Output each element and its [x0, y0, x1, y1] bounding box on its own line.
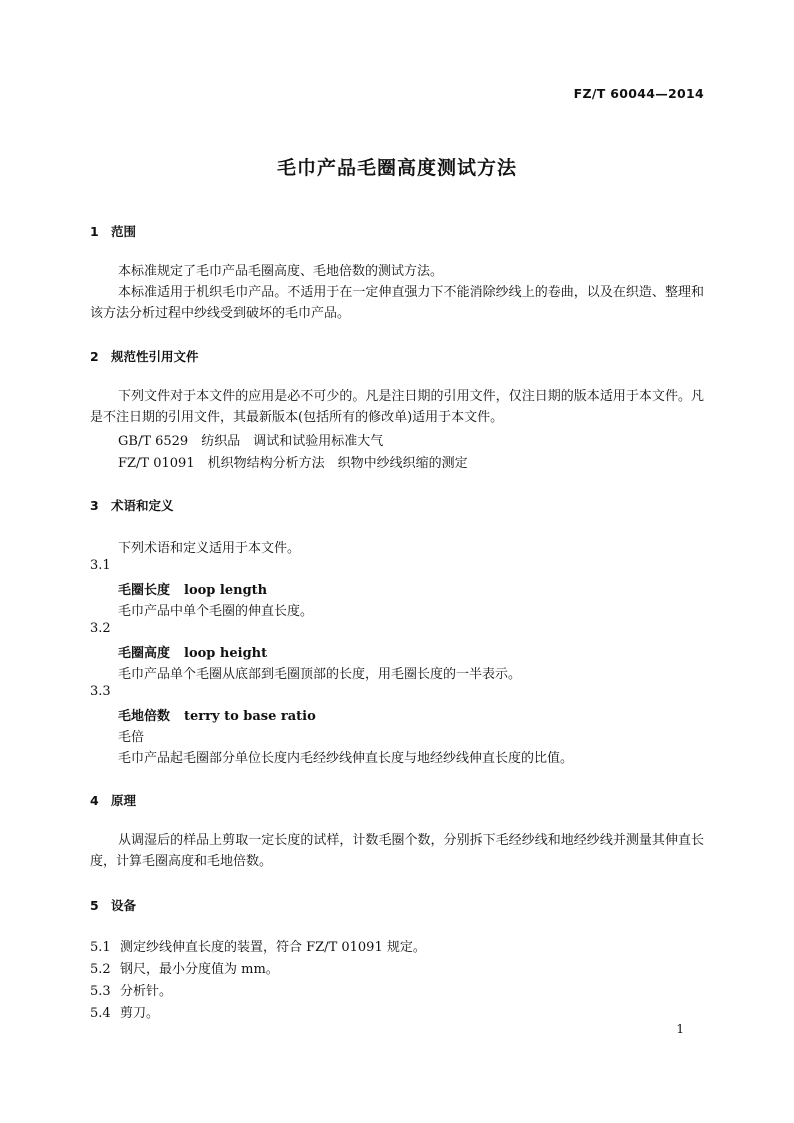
section-number: 5 [90, 898, 99, 913]
section-1-heading [90, 222, 136, 240]
reference-item [118, 430, 383, 449]
section-number: 3 [90, 498, 99, 513]
paragraph: 从调湿后的样品上剪取一定长度的试样，计数毛圈个数，分别拆下毛经纱线和地经纱线并测量其伸直长度，计算毛圈高度和毛地倍数。 [90, 833, 704, 869]
term-number: 3.3 [90, 684, 111, 699]
term-number: 3.2 [90, 621, 111, 636]
item-text: 分析针。 [120, 984, 173, 999]
term-entry [118, 705, 316, 724]
term-english: loop height [184, 646, 268, 661]
page-number: 1 [676, 1022, 684, 1036]
section-title: 设备 [111, 898, 137, 913]
list-item [90, 1002, 159, 1021]
paragraph: 本标准规定了毛巾产品毛圈高度、毛地倍数的测试方法。 [118, 264, 444, 279]
list-item [90, 958, 279, 977]
reference-title: 机织物结构分析方法 织物中纱线织缩的测定 [207, 456, 468, 471]
reference-item [118, 452, 468, 471]
term-chinese: 毛圈高度 [118, 646, 171, 661]
standard-number: FZ/T 60044—2014 [573, 86, 704, 101]
list-item [90, 980, 172, 999]
item-number: 5.4 [90, 1006, 111, 1021]
term-english: terry to base ratio [184, 709, 316, 724]
item-text: 剪刀。 [120, 1006, 160, 1021]
section-2-heading [90, 347, 199, 365]
item-number: 5.2 [90, 962, 111, 977]
section-title: 规范性引用文件 [111, 349, 199, 364]
term-entry [118, 642, 267, 661]
section-number: 2 [90, 349, 99, 364]
section-5-heading [90, 896, 136, 914]
item-number: 5.1 [90, 940, 111, 955]
reference-title: 纺织品 调试和试验用标准大气 [201, 434, 384, 449]
term-number: 3.1 [90, 558, 111, 573]
paragraph: 下列术语和定义适用于本文件。 [118, 541, 301, 556]
term-definition: 毛巾产品单个毛圈从底部到毛圈顶部的长度，用毛圈长度的一半表示。 [118, 667, 522, 682]
reference-code: GB/T 6529 [118, 434, 189, 449]
document-title: 毛巾产品毛圈高度测试方法 [276, 157, 517, 179]
term-alternative: 毛倍 [118, 730, 145, 745]
section-title: 原理 [111, 793, 137, 808]
section-title: 术语和定义 [111, 498, 174, 513]
section-3-heading [90, 496, 174, 514]
term-entry [118, 579, 267, 598]
term-definition: 毛巾产品中单个毛圈的伸直长度。 [118, 604, 314, 619]
item-text: 测定纱线伸直长度的装置，符合 FZ/T 01091 规定。 [120, 940, 426, 955]
term-english: loop length [184, 583, 268, 598]
reference-code: FZ/T 01091 [118, 456, 195, 471]
section-number: 4 [90, 793, 99, 808]
paragraph: 本标准适用于机织毛巾产品。不适用于在一定伸直强力下不能消除纱线上的卷曲，以及在织造、整理和该方法分析过程中纱线受到破坏的毛巾产品。 [90, 285, 704, 321]
section-4-heading [90, 791, 136, 809]
term-definition: 毛巾产品起毛圈部分单位长度内毛经纱线伸直长度与地经纱线伸直长度的比值。 [118, 751, 574, 766]
item-text: 钢尺，最小分度值为 mm。 [120, 962, 279, 977]
term-chinese: 毛地倍数 [118, 709, 171, 724]
list-item [90, 936, 426, 955]
section-number: 1 [90, 224, 99, 239]
item-number: 5.3 [90, 984, 111, 999]
paragraph: 下列文件对于本文件的应用是必不可少的。凡是注日期的引用文件，仅注日期的版本适用于本文件。凡是不注日期的引用文件，其最新版本(包括所有的修改单)适用于本文件。 [90, 389, 704, 425]
section-title: 范围 [111, 224, 137, 239]
term-chinese: 毛圈长度 [118, 583, 171, 598]
